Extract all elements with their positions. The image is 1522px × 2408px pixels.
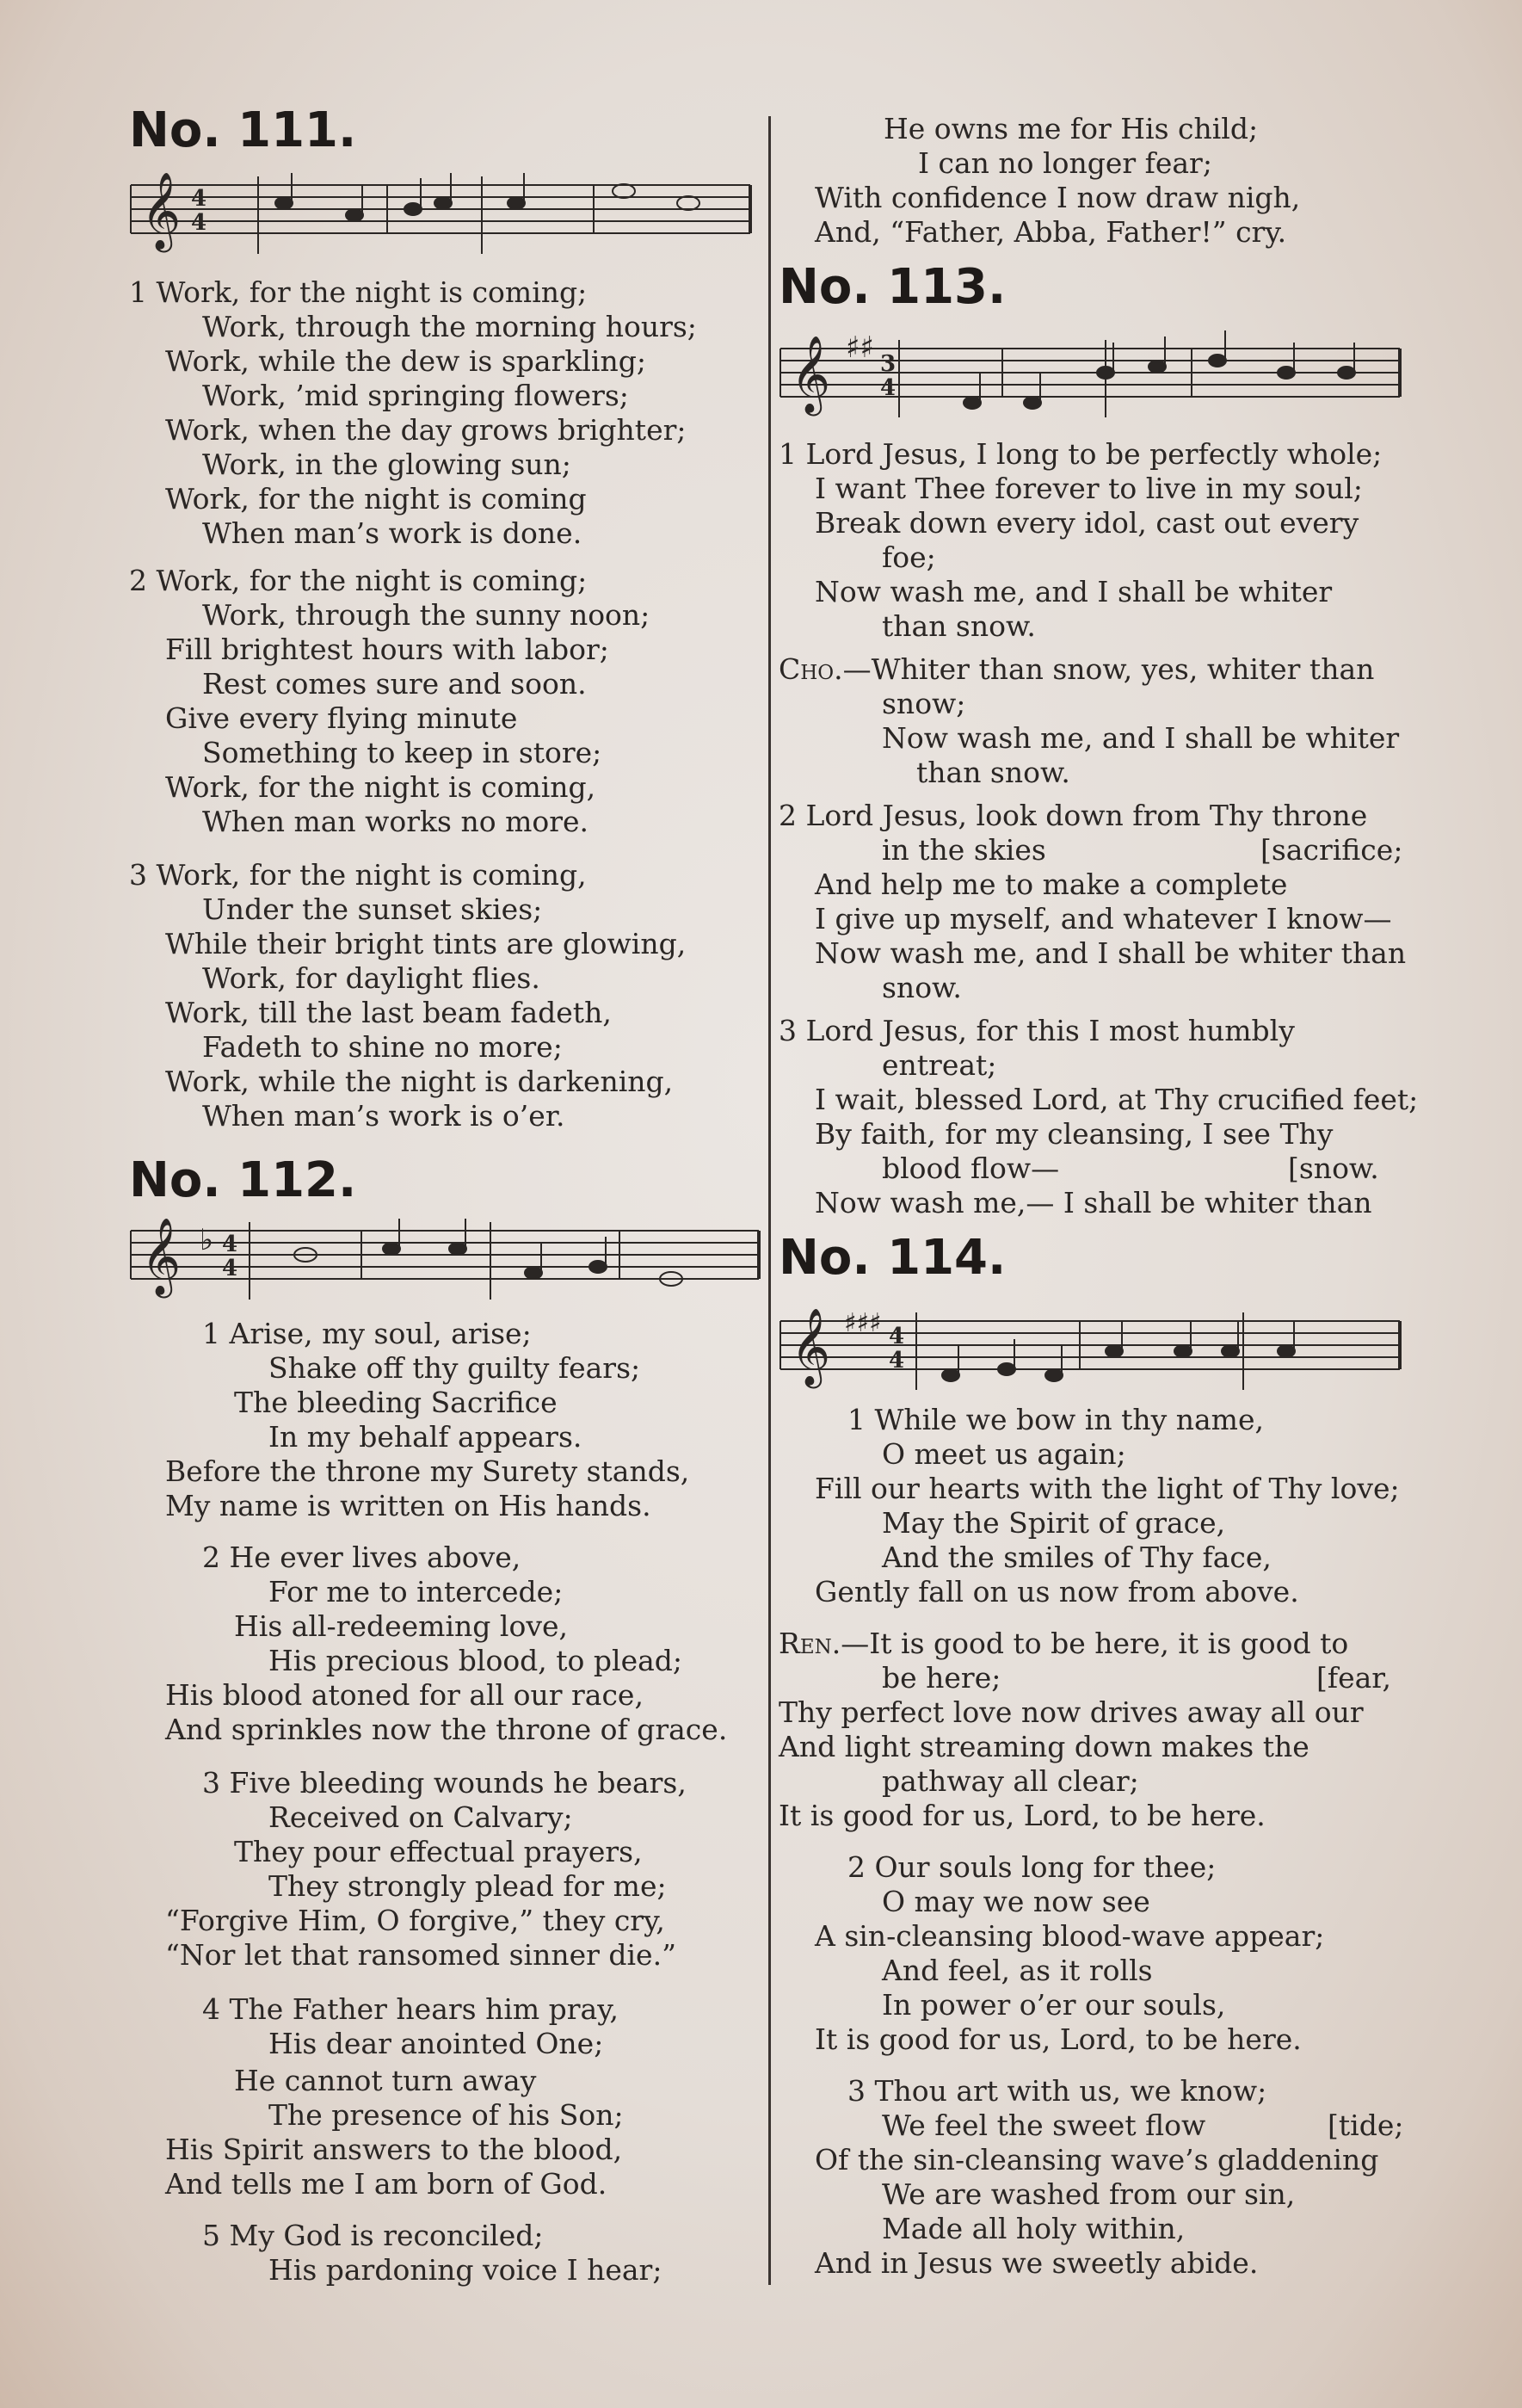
lyric-line: 2 Work, for the night is coming; [129, 564, 588, 597]
lyric-line: I wait, blessed Lord, at Thy crucified feet; [815, 1083, 1419, 1116]
music-staff-111 [129, 168, 753, 262]
lyric-line: I want Thee forever to live in my soul; [815, 472, 1363, 505]
music-staff-112 [129, 1213, 761, 1308]
key-signature-sharp-icon: ♯♯♯ [844, 1308, 882, 1338]
treble-clef-icon: 𝄞 [791, 1308, 831, 1386]
lyric-line: entreat; [882, 1048, 997, 1082]
hymn-number-114: No. 114. [779, 1230, 1007, 1286]
lyric-line: Work, till the last beam fadeth, [165, 996, 612, 1029]
hymn-number-111: No. 111. [129, 102, 357, 158]
lyric-line: [snow. [1288, 1152, 1379, 1185]
lyric-line: They strongly plead for me; [268, 1869, 667, 1903]
treble-clef-icon: 𝄞 [141, 1218, 182, 1295]
lyric-line: We are washed from our sin, [882, 2177, 1296, 2211]
time-signature-top: 4 [889, 1324, 905, 1349]
lyric-line: Of the sin-cleansing wave’s gladdening [815, 2143, 1379, 2176]
treble-clef-icon: 𝄞 [791, 336, 831, 413]
key-signature-flat-icon: ♭ [200, 1223, 214, 1257]
lyric-line: The presence of his Son; [268, 2098, 624, 2132]
lyric-line: 1 Arise, my soul, arise; [202, 1317, 532, 1350]
lyric-line: Work, for daylight flies. [202, 961, 540, 995]
lyric-line: When man’s work is done. [202, 516, 582, 550]
lyric-line: My name is written on His hands. [165, 1489, 651, 1522]
lyric-line: 1 While we bow in thy name, [847, 1403, 1264, 1436]
lyric-line: 1 Lord Jesus, I long to be perfectly whole; [779, 437, 1383, 471]
lyric-line: than snow. [882, 609, 1036, 643]
lyric-line: And light streaming down makes the [779, 1730, 1309, 1763]
lyric-line: be here; [882, 1661, 1001, 1695]
lyric-line: Work, through the sunny noon; [202, 598, 650, 632]
lyric-line: pathway all clear; [882, 1764, 1139, 1798]
lyric-line: Under the sunset skies; [202, 892, 543, 926]
lyric-line: His Spirit answers to the blood, [165, 2133, 623, 2166]
lyric-line: A sin-cleansing blood-wave appear; [815, 1919, 1325, 1953]
lyric-text: —Whiter than snow, yes, whiter than [842, 652, 1375, 686]
chorus-label: Cho. [779, 652, 843, 686]
lyric-line: I can no longer fear; [918, 146, 1212, 180]
hymn-number-113: No. 113. [779, 259, 1007, 315]
lyric-line: Fadeth to shine no more; [202, 1030, 563, 1064]
lyric-line: And in Jesus we sweetly abide. [815, 2246, 1259, 2280]
lyric-line: Received on Calvary; [268, 1800, 573, 1834]
lyric-line: “Forgive Him, O forgive,” they cry, [165, 1904, 665, 1937]
lyric-line: His blood atoned for all our race, [165, 1678, 644, 1712]
time-signature-top: 3 [880, 351, 897, 377]
lyric-line: And sprinkles now the throne of grace. [165, 1713, 728, 1746]
refrain-label: Ren. [779, 1627, 841, 1660]
lyric-line: Work, through the morning hours; [202, 310, 697, 343]
refrain-line [779, 1627, 1348, 1661]
lyric-line: snow. [882, 971, 962, 1004]
lyric-line: 3 Work, for the night is coming, [129, 858, 587, 892]
chorus-line [779, 652, 1374, 687]
time-signature-top: 4 [191, 186, 207, 212]
lyric-line: It is good for us, Lord, to be here. [815, 2022, 1302, 2056]
column-divider [768, 116, 771, 2285]
lyric-line: Shake off thy guilty fears; [268, 1351, 641, 1385]
time-signature-bottom: 4 [880, 375, 897, 401]
lyric-line: Work, for the night is coming [165, 482, 587, 516]
lyric-line: For me to intercede; [268, 1575, 564, 1608]
lyric-line: Now wash me, and I shall be whiter than [815, 936, 1407, 970]
lyric-line: Before the throne my Surety stands, [165, 1454, 690, 1488]
lyric-line: When man works no more. [202, 805, 589, 838]
lyric-line: By faith, for my cleansing, I see Thy [815, 1117, 1334, 1151]
lyric-line: Break down every idol, cast out every [815, 506, 1359, 540]
lyric-line: May the Spirit of grace, [882, 1506, 1226, 1540]
lyric-line: Work, for the night is coming, [165, 770, 596, 804]
music-staff-113 [779, 323, 1402, 426]
lyric-line: His precious blood, to plead; [268, 1644, 683, 1677]
lyric-line: Fill our hearts with the light of Thy love; [815, 1472, 1400, 1505]
lyric-line: 3 Thou art with us, we know; [847, 2074, 1267, 2108]
lyric-line: snow; [882, 687, 966, 720]
lyric-line: His all-redeeming love, [234, 1609, 568, 1643]
lyric-line: 3 Lord Jesus, for this I most humbly [779, 1014, 1295, 1047]
lyric-line: in the skies [882, 833, 1046, 867]
time-signature-bottom: 4 [191, 210, 207, 236]
lyric-line: 3 Five bleeding wounds he bears, [202, 1766, 687, 1800]
lyric-line: The bleeding Sacrifice [234, 1386, 558, 1419]
lyric-line: Work, in the glowing sun; [202, 448, 571, 481]
lyric-line: [sacrifice; [1260, 833, 1403, 867]
lyric-line: O meet us again; [882, 1437, 1126, 1471]
lyric-line: blood flow— [882, 1152, 1060, 1185]
lyric-line: And the smiles of Thy face, [882, 1541, 1272, 1574]
lyric-line: 2 Lord Jesus, look down from Thy throne [779, 799, 1368, 832]
lyric-line: Rest comes sure and soon. [202, 667, 587, 701]
treble-clef-icon: 𝄞 [141, 172, 182, 250]
lyric-line: Thy perfect love now drives away all our [779, 1695, 1364, 1729]
lyric-line: In my behalf appears. [268, 1420, 582, 1454]
lyric-line: They pour effectual prayers, [234, 1835, 643, 1868]
lyric-line: And feel, as it rolls [882, 1954, 1153, 1987]
lyric-line: And help me to make a complete [815, 867, 1288, 901]
lyric-line: And, “Father, Abba, Father!” cry. [815, 215, 1287, 249]
lyric-line: I give up myself, and whatever I know— [815, 902, 1392, 935]
lyric-line: Work, while the night is darkening, [165, 1065, 674, 1098]
lyric-line: Now wash me, and I shall be whiter [815, 575, 1333, 608]
lyric-line: And tells me I am born of God. [165, 2167, 607, 2201]
lyric-line: O may we now see [882, 1885, 1150, 1918]
lyric-line: With confidence I now draw nigh, [815, 181, 1301, 214]
time-signature-bottom: 4 [889, 1348, 905, 1374]
lyric-line: Work, when the day grows brighter; [165, 413, 687, 447]
lyric-line: While their bright tints are glowing, [165, 927, 687, 960]
lyric-line: Now wash me, and I shall be whiter [882, 721, 1400, 755]
lyric-line: 4 The Father hears him pray, [202, 1992, 619, 2026]
lyric-line: Now wash me,— I shall be whiter than [815, 1186, 1372, 1219]
lyric-line: than snow. [916, 756, 1070, 789]
lyric-line: Fill brightest hours with labor; [165, 633, 609, 666]
music-staff-114 [779, 1295, 1402, 1398]
lyric-line: It is good for us, Lord, to be here. [779, 1799, 1266, 1832]
lyric-line: Something to keep in store; [202, 736, 602, 769]
lyric-line: Give every flying minute [165, 701, 518, 735]
lyric-line: foe; [882, 540, 936, 574]
lyric-line: 2 He ever lives above, [202, 1541, 521, 1574]
time-signature-bottom: 4 [222, 1256, 238, 1281]
lyric-line: He owns me for His child; [884, 112, 1259, 145]
lyric-line: 5 My God is reconciled; [202, 2219, 544, 2252]
lyric-line: In power o’er our souls, [882, 1988, 1226, 2022]
lyric-line: His pardoning voice I hear; [268, 2253, 662, 2287]
lyric-line: His dear anointed One; [268, 2027, 604, 2060]
lyric-line: “Nor let that ransomed sinner die.” [165, 1938, 676, 1972]
lyric-line: 1 Work, for the night is coming; [129, 275, 588, 309]
lyric-line: [tide; [1328, 2109, 1404, 2142]
hymn-number-112: No. 112. [129, 1152, 357, 1208]
time-signature-top: 4 [222, 1232, 238, 1257]
lyric-line: Work, while the dew is sparkling; [165, 344, 646, 378]
lyric-text: —It is good to be here, it is good to [841, 1627, 1349, 1660]
lyric-line: He cannot turn away [234, 2064, 537, 2097]
lyric-line: 2 Our souls long for thee; [847, 1850, 1217, 1884]
key-signature-sharp-icon: ♯♯ [846, 330, 874, 365]
lyric-line: Gently fall on us now from above. [815, 1575, 1299, 1608]
lyric-line: We feel the sweet flow [882, 2109, 1206, 2142]
lyric-line: Work, ’mid springing flowers; [202, 379, 629, 412]
lyric-line: [fear, [1316, 1661, 1391, 1695]
lyric-line: When man’s work is o’er. [202, 1099, 565, 1133]
lyric-line: Made all holy within, [882, 2212, 1186, 2245]
